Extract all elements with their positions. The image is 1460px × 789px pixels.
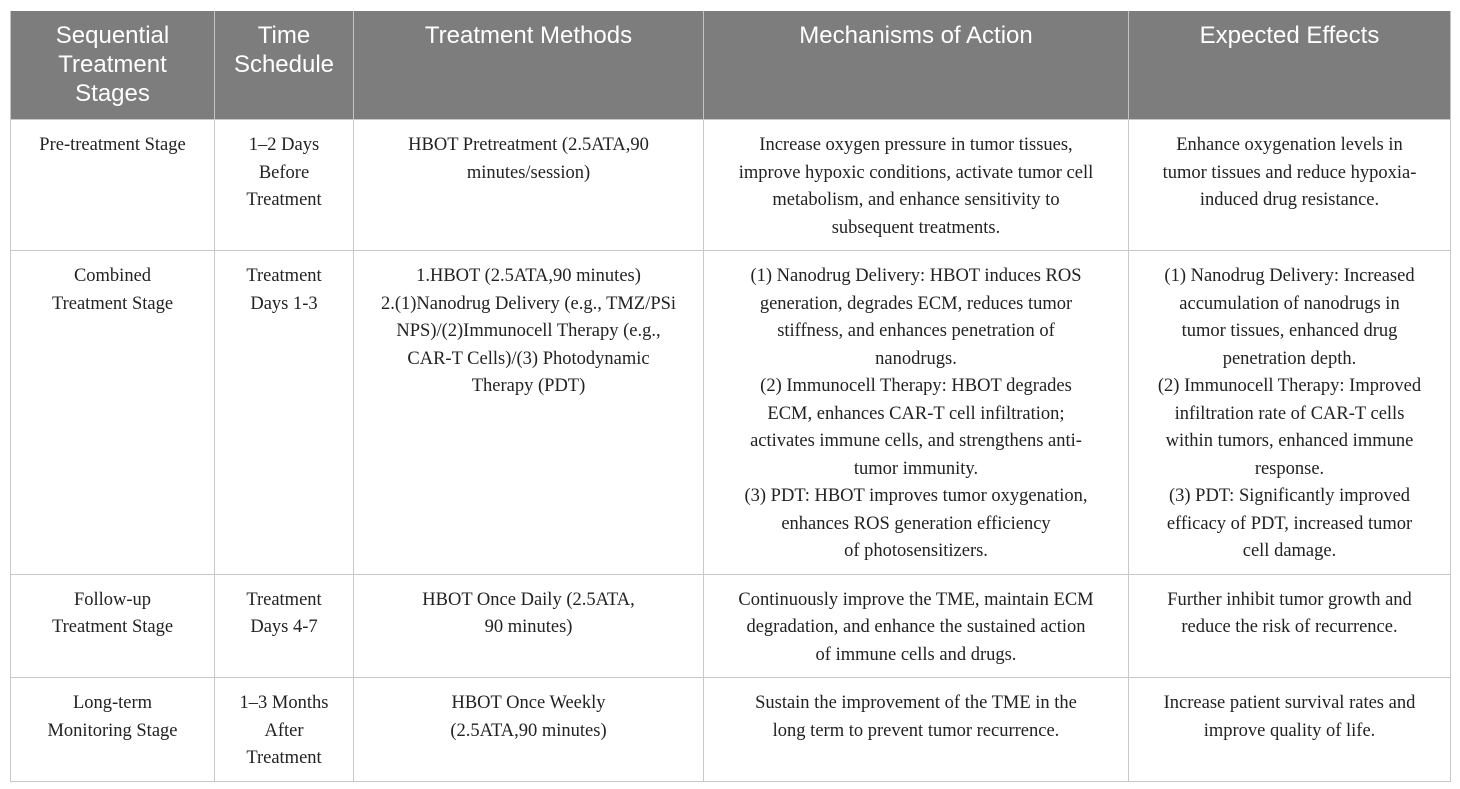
header-stage: Sequential Treatment Stages — [11, 11, 215, 120]
effects-cell: (1) Nanodrug Delivery: Increased accumulation of nanodrugs in tumor tissues, enhanced drug penetration depth. (2) Immunocell Therapy: Improved infiltration rate of CAR-T cells within tumors, enhanced immune response. (3) PDT: Significantly improved efficacy of PDT, increased tumor cell damage. — [1129, 251, 1451, 575]
treatment-table — [10, 11, 1451, 782]
mechanisms-cell: Continuously improve the TME, maintain ECM degradation, and enhance the sustained action of immune cells and drugs. — [704, 574, 1129, 678]
methods-cell: HBOT Pretreatment (2.5ATA,90 minutes/session) — [354, 120, 704, 251]
effects-cell: Further inhibit tumor growth and reduce the risk of recurrence. — [1129, 574, 1451, 678]
table-row — [11, 251, 1451, 575]
table-row — [11, 678, 1451, 782]
header-time: Time Schedule — [215, 11, 354, 120]
header-effects: Expected Effects — [1129, 11, 1451, 120]
methods-cell: HBOT Once Weekly (2.5ATA,90 minutes) — [354, 678, 704, 782]
methods-cell: 1.HBOT (2.5ATA,90 minutes) 2.(1)Nanodrug Delivery (e.g., TMZ/PSi NPS)/(2)Immunocell Therapy (e.g., CAR-T Cells)/(3) Photodynamic Therapy (PDT) — [354, 251, 704, 575]
header-mechanisms: Mechanisms of Action — [704, 11, 1129, 120]
mechanisms-cell: Sustain the improvement of the TME in the long term to prevent tumor recurrence. — [704, 678, 1129, 782]
time-cell: 1–2 Days Before Treatment — [215, 120, 354, 251]
time-cell: Treatment Days 4-7 — [215, 574, 354, 678]
methods-cell: HBOT Once Daily (2.5ATA, 90 minutes) — [354, 574, 704, 678]
effects-cell: Enhance oxygenation levels in tumor tissues and reduce hypoxia- induced drug resistance. — [1129, 120, 1451, 251]
stage-cell: Combined Treatment Stage — [11, 251, 215, 575]
mechanisms-cell: Increase oxygen pressure in tumor tissues, improve hypoxic conditions, activate tumor cell metabolism, and enhance sensitivity to subsequent treatments. — [704, 120, 1129, 251]
stage-cell: Long-term Monitoring Stage — [11, 678, 215, 782]
effects-cell: Increase patient survival rates and improve quality of life. — [1129, 678, 1451, 782]
time-cell: 1–3 Months After Treatment — [215, 678, 354, 782]
mechanisms-cell: (1) Nanodrug Delivery: HBOT induces ROS generation, degrades ECM, reduces tumor stiffness, and enhances penetration of nanodrugs. (2) Immunocell Therapy: HBOT degrades ECM, enhances CAR-T cell infiltration; activates immune cells, and strengthens anti- tumor immunity. (3) PDT: HBOT improves tumor oxygenation, enhances ROS generation efficiency of photosensitizers. — [704, 251, 1129, 575]
table-row — [11, 120, 1451, 251]
header-methods: Treatment Methods — [354, 11, 704, 120]
table-row — [11, 574, 1451, 678]
time-cell: Treatment Days 1-3 — [215, 251, 354, 575]
header-row — [11, 11, 1451, 120]
stage-cell: Follow-up Treatment Stage — [11, 574, 215, 678]
stage-cell: Pre-treatment Stage — [11, 120, 215, 251]
